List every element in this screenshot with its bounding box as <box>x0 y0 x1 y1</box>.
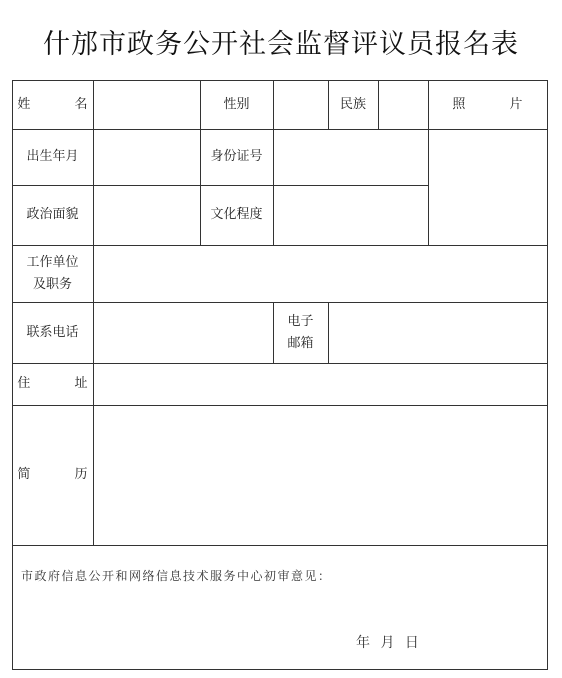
phone-field[interactable] <box>94 303 273 363</box>
address-label-cell <box>12 363 108 405</box>
birth-field[interactable] <box>94 130 200 185</box>
email-label-line2: 邮箱 <box>287 335 314 351</box>
address-label: 住 址 <box>17 376 108 391</box>
phone-label-cell <box>12 302 93 363</box>
gender-field[interactable] <box>274 81 328 129</box>
email-label-cell <box>273 302 328 363</box>
employer-label-line2: 及职务 <box>32 276 72 292</box>
phone-label: 联系电话 <box>26 324 79 340</box>
form-title: 什邡市政务公开社会监督评议员报名表 <box>43 29 519 60</box>
name-label-cell <box>12 80 108 129</box>
gender-label-cell <box>200 80 273 129</box>
email-field[interactable] <box>329 303 547 363</box>
employer-label-line1: 工作单位 <box>26 254 79 270</box>
political-status-field[interactable] <box>94 186 200 245</box>
ethnicity-label: 民族 <box>339 96 366 112</box>
email-label-line1: 电子 <box>287 313 314 329</box>
gender-label: 性别 <box>223 96 250 112</box>
resume-label-cell <box>12 405 108 545</box>
name-label: 姓 名 <box>17 96 108 112</box>
photo-label-cell <box>428 80 547 129</box>
review-opinion-section[interactable] <box>13 546 547 669</box>
political-status-label: 政治面貌 <box>26 207 79 222</box>
employer-field[interactable] <box>94 246 547 302</box>
id-number-label: 身份证号 <box>210 149 263 164</box>
address-field[interactable] <box>94 364 547 405</box>
photo-area[interactable] <box>429 130 547 245</box>
resume-label: 简 历 <box>17 467 108 482</box>
political-status-label-cell <box>12 185 93 245</box>
id-number-label-cell <box>200 129 273 185</box>
birth-label: 出生年月 <box>26 149 79 164</box>
review-opinion-label: 市政府信息公开和网络信息技术服务中心初审意见： <box>21 569 332 583</box>
table-border-bottom <box>12 669 548 670</box>
name-field[interactable] <box>94 81 200 129</box>
table-border-right <box>547 80 548 670</box>
ethnicity-label-cell <box>328 80 378 129</box>
education-label-cell <box>200 185 273 245</box>
education-label: 文化程度 <box>210 207 263 222</box>
review-date-label: 年 月 日 <box>356 635 419 651</box>
employer-label-cell <box>12 245 93 302</box>
ethnicity-field[interactable] <box>379 81 428 129</box>
registration-form-table <box>12 80 548 670</box>
education-field[interactable] <box>274 186 428 245</box>
id-number-field[interactable] <box>274 130 428 185</box>
resume-field[interactable] <box>94 406 547 545</box>
birth-label-cell <box>12 129 93 185</box>
photo-label: 照 片 <box>452 96 543 112</box>
